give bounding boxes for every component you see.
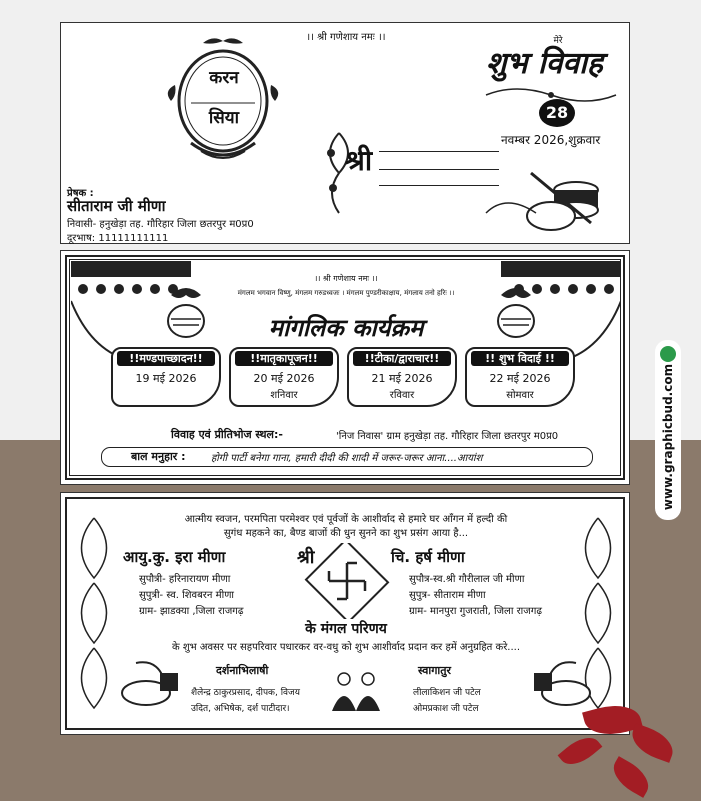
intro-line-2: सुगंध महकने का, बैण्ड बाजों की धुन सुनने का शुभ प्रसंग आया है...	[223, 528, 469, 539]
swagat-line-1: लीलाकिशन जी पटेल	[413, 688, 481, 698]
event-date: 20 मई 2026	[253, 372, 315, 385]
venue-text: 'निज निवास' ग्राम हनुखेड़ा तह. गौरिहार जिला छतरपुर म0प्र0	[336, 431, 559, 442]
event-scroll	[347, 347, 457, 407]
event-date: 22 मई 2026	[489, 372, 551, 385]
invitation-card	[60, 492, 630, 735]
groom-detail: सुपुत्र- सीताराम मीणा	[409, 590, 486, 601]
bride-detail: ग्राम- झाडक्या ,जिला राजगढ़	[139, 606, 244, 617]
bal-manuhar-label: बाल मनुहार :	[131, 450, 186, 463]
shri-text: श्री	[345, 144, 373, 177]
date-day: 28	[545, 103, 569, 122]
event-name: !!मण्डपाच्छादन!!	[117, 351, 215, 366]
bal-manuhar-text: होगी पार्टी बनेगा गाना, हमारी दीदी की शादी में जरूर-जरूर आना....आयांश	[211, 453, 483, 464]
sender-address: निवासी- हनुखेड़ा तह. गौरिहार जिला छतरपुर म0प्र0	[67, 219, 254, 230]
ganesh-invocation: ।। श्री गणेशाय नमः ।।	[306, 32, 386, 43]
groom-detail: ग्राम- मानपुरा गुजराती, जिला राजगढ़	[409, 606, 542, 617]
mangalik-title: मांगलिक कार्यक्रम	[268, 313, 424, 342]
shubh-top-text: मेरे	[553, 36, 563, 46]
brand-website: www.graphicbud.com	[661, 363, 675, 511]
sender-phone: दूरभाष: 11111111111	[67, 233, 169, 244]
event-day: सोमवार	[506, 390, 534, 401]
bride-detail: सुपौत्री- हरिनारायण मीणा	[139, 574, 231, 585]
venue-label: विवाह एवं प्रीतिभोज स्थल:-	[171, 428, 283, 441]
date-text: नवम्बर 2026,शुक्रवार	[501, 133, 601, 147]
event-date: 21 मई 2026	[371, 372, 433, 385]
right-dhol-illustration	[526, 653, 596, 713]
event-name: !!मातृकापूजन!!	[235, 351, 333, 366]
event-scroll	[111, 347, 221, 407]
event-scroll	[465, 347, 575, 407]
mangalam-shloka: मंगलम भगवान विष्णु, मंगलम गरुडध्वजः । मंगलम पुण्डरीकाक्षाय, मंगलाय तनो हरिः ।।	[237, 289, 455, 297]
shubh-vivah-title: शुभ विवाह	[486, 46, 603, 81]
mangal-parinay: के मंगल परिणय	[305, 621, 387, 637]
event-name: !!टीका/द्वाराचार!!	[353, 351, 451, 366]
swagat-line-2: ओमप्रकाश जी पटेल	[413, 704, 479, 714]
event-day: रविवार	[389, 390, 415, 401]
darshan-line-2: उदित, अभिषेक, दर्श पाटीदार।	[191, 704, 290, 714]
event-name: !! शुभ विदाई !!	[471, 351, 569, 366]
right-kalash-icon	[491, 283, 541, 343]
dhol-shehnai-illustration	[481, 168, 621, 238]
center-shri: श्री	[297, 547, 315, 568]
event-scroll	[229, 347, 339, 407]
bride-short-name: सिया	[208, 108, 240, 128]
groom-detail: सुपौत्र-स्व.श्री गौरीलाल जी मीणा	[409, 574, 525, 585]
sender-label: प्रेषक :	[67, 188, 94, 199]
darshan-line-1: शैलेन्द्र ठाकुरप्रसाद, दीपक, विजय	[191, 688, 300, 698]
invite-line: के शुभ अवसर पर सहपरिवार पधारकर वर-वधु को शुभ आशीर्वाद प्रदान कर हमें अनुग्रहित करे....	[171, 642, 521, 653]
darshan-label: दर्शनाभिलाषी	[216, 664, 269, 677]
left-paisley-border	[69, 513, 119, 723]
names-medallion-ornament	[161, 33, 286, 168]
groom-name: चि. हर्ष मीणा	[391, 548, 465, 566]
brand-side-tab	[655, 340, 681, 520]
sender-name: सीताराम जी मीणा	[67, 197, 166, 215]
bride-groom-illustration	[326, 665, 386, 715]
intro-line-1: आत्मीय स्वजन, परमपिता परमेश्वर एवं पूर्वजों के आशीर्वाद से हमारे घर आँगन में हल्दी की	[184, 514, 508, 525]
bride-detail: सुपुत्री- स्व. शिवबरन मीणा	[139, 590, 235, 601]
left-dhol-illustration	[116, 653, 186, 713]
ganesh-invocation-small: ।। श्री गणेशाय नमः ।।	[314, 274, 378, 283]
groom-short-name: करन	[209, 68, 239, 88]
address-line-1	[379, 151, 499, 152]
bride-name: आयु.कु. इरा मीणा	[123, 548, 226, 566]
event-day: शनिवार	[270, 390, 298, 401]
envelope-card	[60, 22, 630, 244]
swagat-label: स्वागातुर	[418, 664, 452, 677]
event-date: 19 मई 2026	[135, 372, 197, 385]
mangalik-karyakram-card	[60, 250, 630, 485]
